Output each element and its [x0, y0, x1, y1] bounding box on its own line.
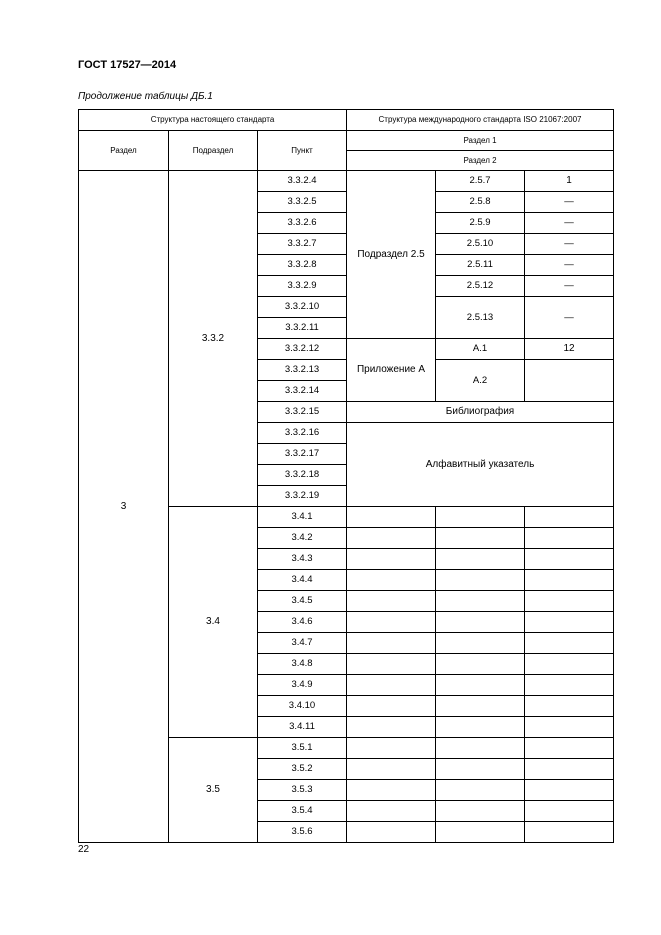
iso-value-cell: —	[525, 213, 614, 234]
empty-cell	[436, 612, 525, 633]
empty-cell	[525, 696, 614, 717]
empty-cell	[436, 759, 525, 780]
empty-cell	[525, 654, 614, 675]
item-cell: 3.3.2.19	[258, 486, 347, 507]
empty-cell	[436, 570, 525, 591]
item-cell: 3.5.2	[258, 759, 347, 780]
correspondence-table	[78, 109, 614, 843]
iso-item-cell: 2.5.13	[436, 297, 525, 339]
empty-cell	[525, 801, 614, 822]
iso-item-cell: А.1	[436, 339, 525, 360]
iso-item-cell: 2.5.8	[436, 192, 525, 213]
empty-cell	[525, 612, 614, 633]
item-cell: 3.5.4	[258, 801, 347, 822]
empty-cell	[347, 591, 436, 612]
empty-cell	[347, 822, 436, 843]
item-cell: 3.3.2.10	[258, 297, 347, 318]
column-header-section: Раздел	[79, 131, 169, 171]
item-cell: 3.3.2.8	[258, 255, 347, 276]
iso-index-cell: Алфавитный указатель	[347, 423, 614, 507]
item-cell: 3.4.11	[258, 717, 347, 738]
item-cell: 3.3.2.15	[258, 402, 347, 423]
empty-cell	[436, 822, 525, 843]
item-cell: 3.4.7	[258, 633, 347, 654]
empty-cell	[347, 570, 436, 591]
item-cell: 3.3.2.7	[258, 234, 347, 255]
empty-cell	[347, 612, 436, 633]
item-cell: 3.3.2.12	[258, 339, 347, 360]
iso-value-cell: —	[525, 234, 614, 255]
empty-cell	[436, 633, 525, 654]
iso-bibliography-cell: Библиография	[347, 402, 614, 423]
empty-cell	[347, 717, 436, 738]
item-cell: 3.3.2.9	[258, 276, 347, 297]
empty-cell	[525, 717, 614, 738]
empty-cell	[525, 549, 614, 570]
empty-cell	[436, 780, 525, 801]
empty-cell	[525, 738, 614, 759]
iso-item-cell: 2.5.10	[436, 234, 525, 255]
item-cell: 3.4.5	[258, 591, 347, 612]
column-header-iso-section-2: Раздел 2	[347, 151, 614, 171]
item-cell: 3.3.2.14	[258, 381, 347, 402]
empty-cell	[525, 822, 614, 843]
item-cell: 3.3.2.17	[258, 444, 347, 465]
table-header-row	[79, 131, 614, 151]
item-cell: 3.4.8	[258, 654, 347, 675]
empty-cell	[347, 759, 436, 780]
empty-cell	[436, 507, 525, 528]
document-code: ГОСТ 17527—2014	[78, 59, 177, 71]
iso-item-cell: 2.5.9	[436, 213, 525, 234]
item-cell: 3.4.4	[258, 570, 347, 591]
item-cell: 3.4.3	[258, 549, 347, 570]
empty-cell	[347, 633, 436, 654]
iso-value-cell: 12	[525, 339, 614, 360]
empty-cell	[436, 591, 525, 612]
iso-value-cell: —	[525, 255, 614, 276]
iso-subsection-cell: Подраздел 2.5	[347, 171, 436, 339]
iso-item-cell: 2.5.12	[436, 276, 525, 297]
table-caption: Продолжение таблицы ДБ.1	[78, 91, 213, 102]
empty-cell	[436, 696, 525, 717]
item-cell: 3.3.2.4	[258, 171, 347, 192]
empty-cell	[436, 717, 525, 738]
iso-item-cell: А.2	[436, 360, 525, 402]
subsection-cell: 3.5	[169, 738, 258, 843]
empty-cell	[525, 675, 614, 696]
item-cell: 3.5.3	[258, 780, 347, 801]
item-cell: 3.4.9	[258, 675, 347, 696]
item-cell: 3.3.2.11	[258, 318, 347, 339]
empty-cell	[436, 675, 525, 696]
empty-cell	[347, 780, 436, 801]
item-cell: 3.4.6	[258, 612, 347, 633]
column-header-subsection: Подраздел	[169, 131, 258, 171]
empty-cell	[525, 759, 614, 780]
empty-cell	[347, 675, 436, 696]
empty-cell	[525, 528, 614, 549]
item-cell: 3.3.2.16	[258, 423, 347, 444]
empty-cell	[347, 738, 436, 759]
column-header-iso-section-1: Раздел 1	[347, 131, 614, 151]
empty-cell	[436, 738, 525, 759]
table-row	[79, 171, 614, 192]
item-cell: 3.3.2.5	[258, 192, 347, 213]
empty-cell	[525, 780, 614, 801]
empty-cell	[436, 549, 525, 570]
empty-cell	[436, 801, 525, 822]
empty-cell	[347, 696, 436, 717]
empty-cell	[347, 549, 436, 570]
item-cell: 3.4.2	[258, 528, 347, 549]
item-cell: 3.5.6	[258, 822, 347, 843]
item-cell: 3.4.10	[258, 696, 347, 717]
iso-value-cell	[525, 360, 614, 402]
item-cell: 3.3.2.13	[258, 360, 347, 381]
empty-cell	[525, 507, 614, 528]
empty-cell	[525, 591, 614, 612]
column-header-item: Пункт	[258, 131, 347, 171]
iso-item-cell: 2.5.7	[436, 171, 525, 192]
empty-cell	[347, 507, 436, 528]
iso-value-cell: —	[525, 192, 614, 213]
subsection-cell: 3.4	[169, 507, 258, 738]
iso-value-cell: —	[525, 297, 614, 339]
empty-cell	[347, 528, 436, 549]
page-number: 22	[78, 844, 90, 855]
empty-cell	[436, 528, 525, 549]
empty-cell	[347, 801, 436, 822]
iso-appendix-cell: Приложение А	[347, 339, 436, 402]
item-cell: 3.3.2.18	[258, 465, 347, 486]
item-cell: 3.3.2.6	[258, 213, 347, 234]
empty-cell	[436, 654, 525, 675]
empty-cell	[525, 570, 614, 591]
header-iso-standard: Структура международного стандарта ISO 21067:2007	[347, 110, 614, 131]
empty-cell	[525, 633, 614, 654]
iso-value-cell: 1	[525, 171, 614, 192]
item-cell: 3.5.1	[258, 738, 347, 759]
item-cell: 3.4.1	[258, 507, 347, 528]
iso-item-cell: 2.5.11	[436, 255, 525, 276]
subsection-cell: 3.3.2	[169, 171, 258, 507]
empty-cell	[347, 654, 436, 675]
table-header-row	[79, 110, 614, 131]
iso-value-cell: —	[525, 276, 614, 297]
header-this-standard: Структура настоящего стандарта	[79, 110, 347, 131]
section-cell: 3	[79, 171, 169, 843]
